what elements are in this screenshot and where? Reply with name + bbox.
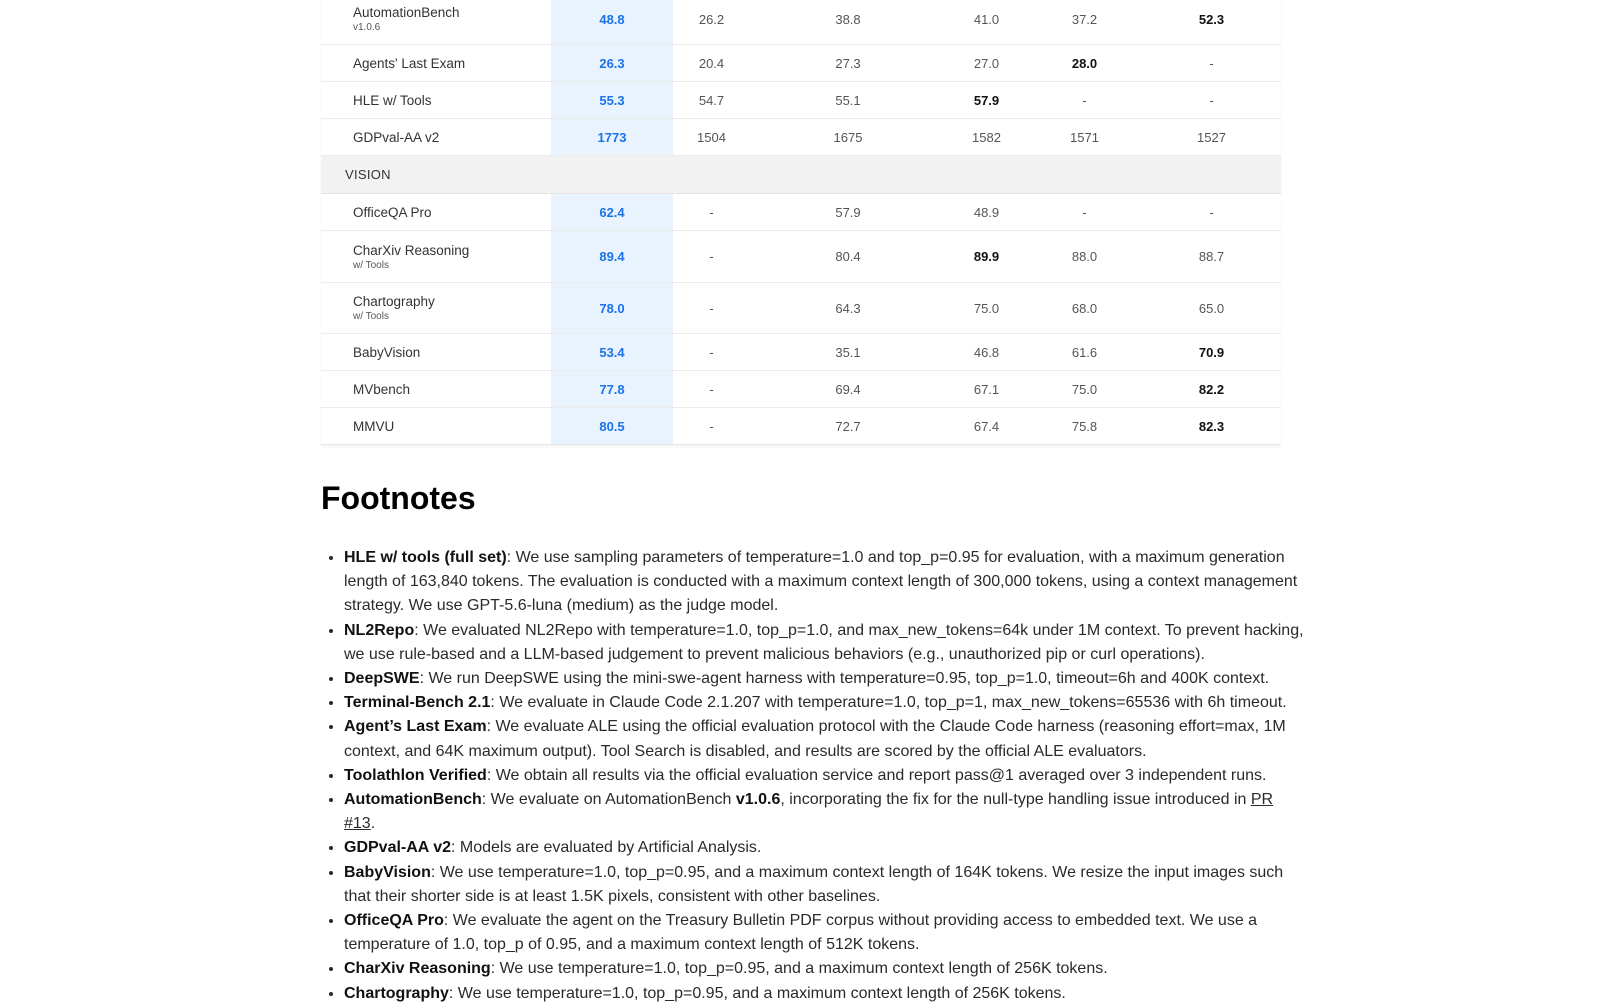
- score-cell: 75.0: [973, 300, 1000, 316]
- score-cell-best: 82.3: [1198, 418, 1225, 434]
- footnote-term: GDPval-AA v2: [344, 839, 451, 857]
- score-cell-best: 89.9: [973, 249, 1000, 264]
- score-cell: 54.7: [698, 92, 725, 108]
- score-cell: 67.1: [973, 381, 1000, 397]
- footnote-text: : We evaluated NL2Repo with temperature=1.0, top_p=1.0, and max_new_tokens=64k under 1M context. To prevent hacking, we use rule-based and a LLM-based judgement to prevent malicious behaviors (e.g., unauthorized pip or curl operations).: [344, 621, 1304, 663]
- footnote-text: , incorporating the fix for the null-type handling issue introduced in: [780, 791, 1251, 809]
- score-cell: 1504: [697, 129, 726, 145]
- benchmark-name: OfficeQA Pro: [353, 204, 432, 220]
- footnote-term: BabyVision: [344, 863, 431, 881]
- table-row: [321, 408, 1281, 444]
- list-item: [344, 715, 1304, 763]
- score-cell: 61.6: [1071, 344, 1098, 360]
- list-item: [344, 909, 1304, 957]
- footnote-text: : We run DeepSWE using the mini-swe-agent harness with temperature=0.95, top_p=1.0, timeout=6h and 400K context.: [419, 670, 1270, 688]
- score-cell-highlight: 62.4: [551, 194, 673, 230]
- score-cell: 88.0: [1071, 249, 1098, 264]
- score-cell-highlight: 77.8: [551, 371, 673, 407]
- score-cell: 57.9: [835, 204, 861, 220]
- table-row: [321, 45, 1281, 82]
- footnote-term: DeepSWE: [344, 670, 420, 688]
- benchmark-name: AutomationBench: [353, 5, 460, 20]
- list-item: [344, 861, 1304, 909]
- benchmark-subtitle: v1.0.6: [353, 22, 381, 33]
- benchmark-table: [321, 0, 1281, 445]
- score-cell: 1582: [972, 129, 1001, 145]
- footnote-term: Toolathlon Verified: [344, 766, 487, 784]
- benchmark-name-cell: [321, 56, 551, 71]
- list-item: [344, 982, 1304, 1006]
- footnote-term: NL2Repo: [344, 621, 415, 639]
- footnote-term: Terminal-Bench 2.1: [344, 694, 491, 712]
- benchmark-name-cell: [321, 419, 551, 434]
- score-cell: 88.7: [1198, 249, 1225, 264]
- table-row: [321, 371, 1281, 408]
- footnote-text: : We use temperature=1.0, top_p=0.95, and a maximum context length of 256K tokens.: [490, 960, 1108, 978]
- score-cell: -: [1082, 204, 1087, 220]
- score-cell: 67.4: [973, 418, 1000, 434]
- footnotes-heading: Footnotes: [321, 480, 476, 516]
- footnote-text: : We use temperature=1.0, top_p=0.95, and a maximum context length of 256K tokens.: [448, 984, 1066, 1002]
- score-cell: -: [1209, 204, 1214, 220]
- score-cell: -: [709, 344, 714, 360]
- footnote-text: : We evaluate on AutomationBench: [481, 791, 736, 809]
- score-cell: -: [709, 300, 714, 316]
- pr-link[interactable]: PR #13: [344, 791, 1274, 833]
- footnote-term: Agent’s Last Exam: [344, 718, 487, 736]
- score-cell: 72.7: [835, 418, 861, 434]
- benchmark-subtitle: w/ Tools: [353, 259, 389, 271]
- score-cell-best: 28.0: [1071, 55, 1098, 71]
- score-cell: -: [1209, 55, 1214, 71]
- benchmark-name: MVbench: [353, 381, 411, 397]
- list-item: [344, 764, 1304, 788]
- list-item: [344, 788, 1304, 836]
- footnote-term: Chartography: [344, 984, 449, 1002]
- list-item: [344, 667, 1304, 691]
- footnote-text: : Models are evaluated by Artificial Analysis.: [451, 839, 762, 857]
- score-cell: 38.8: [835, 11, 861, 27]
- table-row: [321, 194, 1281, 231]
- score-cell-best: 52.3: [1198, 11, 1225, 27]
- footnote-text: : We use temperature=1.0, top_p=0.95, and a maximum context length of 164K tokens. We resize the input images such that their shorter side is at least 1.5K pixels, consistent with other baselines.: [344, 863, 1284, 905]
- benchmark-name: BabyVision: [353, 344, 421, 360]
- table-row: [321, 231, 1281, 283]
- score-cell-highlight: 26.3: [551, 45, 673, 81]
- list-item: [344, 691, 1304, 715]
- score-cell-highlight: 55.3: [551, 82, 673, 118]
- score-cell-highlight: 78.0: [551, 283, 673, 333]
- score-cell: 46.8: [973, 344, 1000, 360]
- score-cell: 20.4: [698, 55, 725, 71]
- footnote-text: .: [370, 815, 376, 833]
- score-cell-highlight: 53.4: [551, 334, 673, 370]
- score-cell: 26.2: [698, 11, 725, 27]
- score-cell: 35.1: [835, 344, 861, 360]
- footnote-text: : We evaluate in Claude Code 2.1.207 with temperature=1.0, top_p=1, max_new_tokens=65536 with 6h timeout.: [490, 694, 1287, 712]
- footnote-version: v1.0.6: [735, 791, 781, 809]
- score-cell: -: [709, 381, 714, 397]
- score-cell: 64.3: [835, 300, 861, 316]
- table-row: [321, 283, 1281, 334]
- score-cell: 68.0: [1071, 300, 1098, 316]
- score-cell: 27.0: [973, 55, 1000, 71]
- footnotes-list: [321, 546, 1304, 1006]
- score-cell-highlight: 48.8: [551, 0, 673, 44]
- score-cell: 41.0: [973, 11, 1000, 27]
- score-cell: 1571: [1070, 129, 1099, 145]
- benchmark-name-cell: [321, 243, 551, 271]
- score-cell: -: [1209, 92, 1214, 108]
- score-cell: 80.4: [835, 249, 861, 264]
- footnote-text: : We evaluate the agent on the Treasury Bulletin PDF corpus without providing access to embedded text. We use a temperature of 1.0, top_p of 0.95, and a maximum context length of 512K tokens.: [344, 912, 1258, 954]
- footnote-term: HLE w/ tools (full set): [344, 549, 507, 566]
- list-item: [344, 546, 1304, 619]
- benchmark-name-cell: [321, 382, 551, 397]
- score-cell-highlight: 89.4: [551, 231, 673, 282]
- benchmark-table-wrapper: [321, 0, 1281, 445]
- benchmark-name: Chartography: [353, 294, 435, 309]
- benchmark-name: MMVU: [353, 418, 395, 434]
- score-cell: -: [1082, 92, 1087, 108]
- benchmark-name-cell: [321, 345, 551, 360]
- score-cell-highlight: 80.5: [551, 408, 673, 444]
- score-cell: 69.4: [835, 381, 861, 397]
- benchmark-name-cell: [321, 93, 551, 108]
- score-cell: 27.3: [835, 55, 861, 71]
- table-row: [321, 82, 1281, 119]
- table-row: [321, 0, 1281, 45]
- score-cell: 75.0: [1071, 381, 1098, 397]
- list-item: [344, 836, 1304, 860]
- score-cell-highlight: 1773: [551, 119, 673, 155]
- benchmark-name-cell: [321, 205, 551, 220]
- score-cell: 1527: [1197, 129, 1226, 145]
- benchmark-name: Agents' Last Exam: [353, 55, 466, 71]
- score-cell: -: [709, 418, 714, 434]
- table-row: [321, 334, 1281, 371]
- score-cell: 1675: [833, 129, 863, 145]
- footnote-term: OfficeQA Pro: [344, 912, 444, 930]
- score-cell: 37.2: [1071, 11, 1098, 27]
- section-header-vision: VISION: [321, 156, 1281, 194]
- benchmark-name-cell: [321, 130, 551, 145]
- benchmark-name: GDPval-AA v2: [353, 129, 440, 145]
- list-item: [344, 619, 1304, 667]
- score-cell-best: 57.9: [973, 92, 1000, 108]
- footnote-term: AutomationBench: [344, 791, 482, 809]
- score-cell: -: [709, 249, 714, 264]
- score-cell-best: 82.2: [1198, 381, 1225, 397]
- benchmark-name-cell: [321, 5, 551, 33]
- score-cell: 48.9: [973, 204, 1000, 220]
- list-item: [344, 957, 1304, 981]
- score-cell: 75.8: [1071, 418, 1098, 434]
- footnote-text: : We use sampling parameters of temperature=1.0 and top_p=0.95 for evaluation, with a maximum generation length of 163,840 tokens. The evaluation is conducted with a maximum context length of 300,000 tokens, using a context management strategy. We use GPT-5.6-luna (medium) as the judge model.: [344, 549, 1298, 615]
- benchmark-name: HLE w/ Tools: [353, 92, 432, 108]
- score-cell: 65.0: [1198, 300, 1225, 316]
- score-cell: 55.1: [835, 92, 861, 108]
- benchmark-name: CharXiv Reasoning: [353, 242, 470, 258]
- table-row: [321, 119, 1281, 156]
- footnote-text: : We evaluate ALE using the official evaluation protocol with the Claude Code harness (reasoning effort=max, 1M context, and 64K maximum output). Tool Search is disabled, and results are scored by the official ALE evaluators.: [344, 718, 1286, 760]
- score-cell-best: 70.9: [1198, 344, 1225, 360]
- footnote-term: CharXiv Reasoning: [344, 960, 491, 978]
- score-cell: -: [709, 204, 714, 220]
- footnote-text: : We obtain all results via the official evaluation service and report pass@1 averaged over 3 independent runs.: [486, 766, 1267, 784]
- benchmark-name-cell: [321, 294, 551, 322]
- benchmark-subtitle: w/ Tools: [353, 311, 389, 322]
